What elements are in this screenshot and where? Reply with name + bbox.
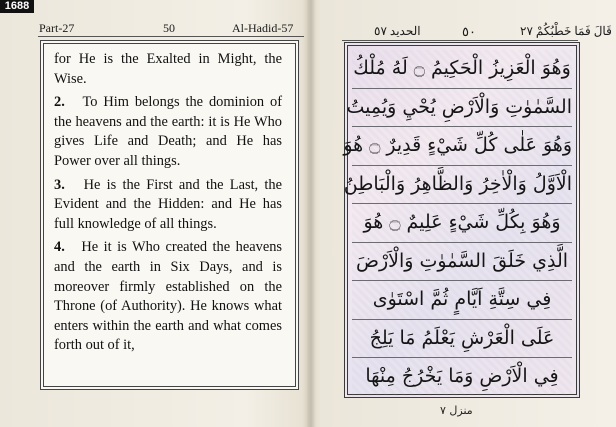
arabic-line: وَهُوَ عَلٰى كُلِّ شَيْءٍ قَدِيرٌ ۝ هُوَ [352, 127, 572, 166]
left-header-part: Part-27 [39, 21, 75, 35]
right-footer-manzil: منزل ٧ [440, 404, 473, 417]
arabic-line: الْاَوَّلُ وَالْاٰخِرُ وَالظَّاهِرُ وَالْبَاطِنُ [352, 166, 572, 205]
arabic-line: فِي سِتَّةِ اَيَّامٍ ثُمَّ اسْتَوٰى [352, 281, 572, 320]
book-gutter [306, 0, 316, 427]
arabic-line: وَهُوَ بِكُلِّ شَيْءٍ عَلِيمٌ ۝ هُوَ [352, 204, 572, 243]
verse-number: 2. [54, 94, 65, 111]
arabic-line: الَّذِي خَلَقَ السَّمٰوٰتِ وَالْاَرْضَ [352, 243, 572, 282]
verse-paragraph [54, 176, 282, 235]
page-id-badge: 1688 [0, 0, 34, 13]
verse-paragraph [54, 238, 282, 356]
verse-paragraph [54, 93, 282, 171]
right-header-surah: الحديد ٥٧ [374, 24, 421, 38]
arabic-lines [343, 50, 572, 396]
arabic-text-frame [344, 42, 580, 398]
verse-text: To Him belongs the dominion of the heavens and the earth: it is He Who gives Life and Death; and He has Power over all things. [54, 94, 282, 169]
left-header-rule [38, 36, 304, 37]
verse-paragraph [54, 50, 282, 89]
left-header-surah: Al-Hadid-57 [232, 21, 294, 35]
arabic-line: عَلَى الْعَرْشِ يَعْلَمُ مَا يَلِجُ [352, 320, 572, 359]
arabic-line: فِي الْاَرْضِ وَمَا يَخْرُجُ مِنْهَا [352, 358, 572, 396]
right-header-part: قَالَ فَمَا خَطْبُكُمْ ٢٧ [520, 24, 612, 38]
translation-text [54, 50, 282, 360]
right-header-page-number: ٥٠ [462, 24, 476, 39]
verse-text: He it is Who created the heavens and the earth in Six Days, and is moreover firmly established on the Throne (of Authority). He knows what enters within the earth and what comes forth out of it, [54, 239, 283, 354]
arabic-line: السَّمٰوٰتِ وَالْاَرْضِ يُحْيِ وَيُمِيتُ [352, 89, 572, 128]
arabic-line: وَهُوَ الْعَزِيزُ الْحَكِيمُ ۝ لَهُ مُلْكُ [352, 50, 572, 89]
verse-number: 3. [54, 176, 65, 193]
translation-frame [40, 40, 299, 390]
verse-number: 4. [54, 239, 65, 256]
verse-text: He is the First and the Last, the Evident and the Hidden: and He has full knowledge of all things. [54, 176, 282, 232]
left-header-page-number: 50 [163, 21, 175, 35]
verse-text: for He is the Exalted in Might, the Wise. [54, 51, 282, 87]
right-header-rule [342, 40, 578, 41]
